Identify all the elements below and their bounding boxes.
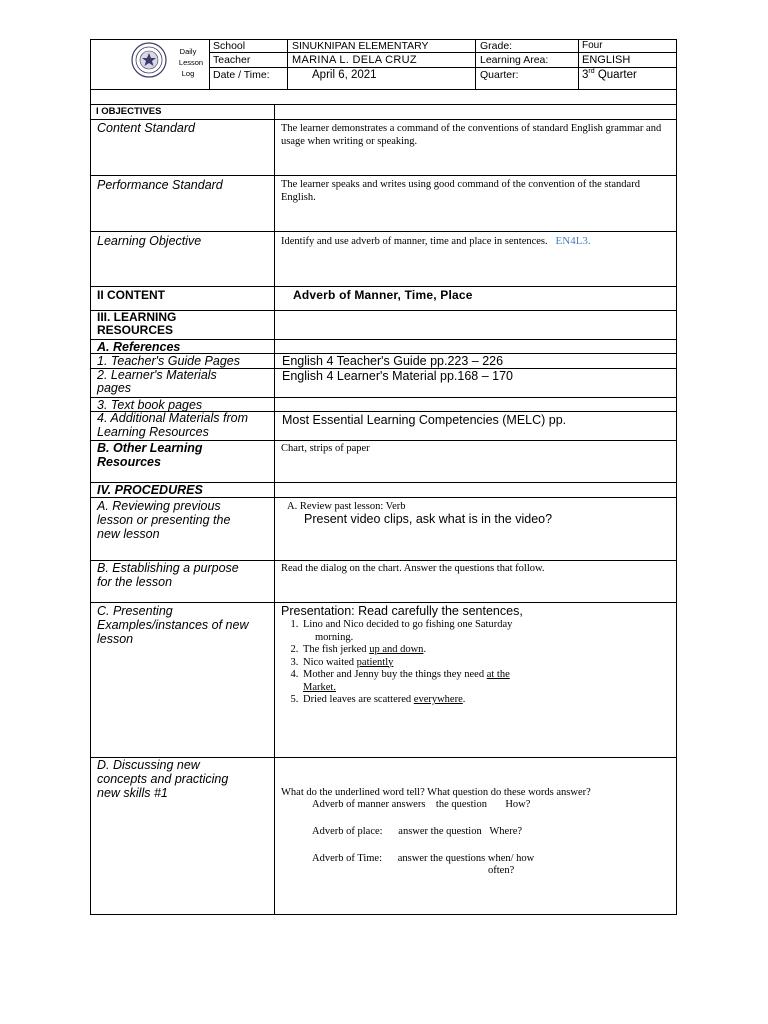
- performance-standard-label: Performance Standard: [97, 178, 223, 192]
- header-row-line: [209, 52, 677, 53]
- teacher-label: Teacher: [213, 54, 251, 66]
- performance-standard-text: The learner speaks and writes using good command of the convention of the standard English.: [281, 179, 640, 203]
- procedure-c-label-line: Examples/instances of new: [97, 618, 249, 632]
- procedure-b-label: [97, 561, 239, 589]
- teachers-guide-value: English 4 Teacher's Guide pp.223 – 226: [282, 354, 504, 368]
- deped-seal-icon: [131, 42, 167, 78]
- learners-materials-label: [97, 369, 217, 395]
- adverb-of-time-note-continuation: often?: [488, 865, 515, 876]
- procedure-c-label-line: lesson: [97, 632, 134, 646]
- procedure-a-label: [97, 499, 230, 541]
- procedures-heading: IV. PROCEDURES: [97, 483, 203, 497]
- procedure-a-label-line: lesson or presenting the: [97, 513, 231, 527]
- teacher-value: MARINA L. DELA CRUZ: [292, 54, 417, 66]
- quarter-word: Quarter: [594, 68, 637, 81]
- row-line: [90, 175, 677, 176]
- procedure-a-label-line: A. Reviewing previous: [97, 499, 221, 513]
- example-sentence: [301, 619, 601, 644]
- underlined-adverb: patiently: [356, 656, 394, 668]
- quarter-label: Quarter:: [480, 69, 519, 81]
- sentence-text: Mother and Jenny buy the things they need: [303, 669, 487, 680]
- header-divider: [578, 39, 579, 89]
- quarter-number: 3: [582, 68, 589, 81]
- learning-objective-text: [281, 235, 673, 248]
- school-label: School: [213, 40, 246, 52]
- dll-title-line: Log: [181, 69, 195, 78]
- underlined-adverb: everywhere: [413, 694, 463, 705]
- learning-objective-label: Learning Objective: [97, 234, 202, 248]
- grade-label: Grade:: [480, 40, 513, 52]
- learners-materials-value: English 4 Learner's Material pp.168 – 170: [282, 369, 514, 383]
- sentence-text: Dried leaves are scattered: [303, 694, 414, 705]
- learning-resources-heading-line: RESOURCES: [97, 323, 174, 337]
- header-divider: [287, 39, 288, 89]
- sentence-text: Nico waited: [303, 656, 357, 668]
- procedure-c-label-line: C. Presenting: [97, 604, 173, 618]
- sentence-text: The fish jerked: [303, 644, 370, 655]
- dll-title: [170, 46, 206, 79]
- content-heading: II CONTENT: [97, 288, 165, 302]
- other-resources-value: Chart, strips of paper: [281, 443, 370, 454]
- adverb-of-place-note: Adverb of place: answer the question Where?: [312, 826, 523, 837]
- procedure-d-label-line: D. Discussing new: [97, 758, 200, 772]
- header-divider: [209, 39, 210, 89]
- row-line: [90, 286, 677, 287]
- row-line: [90, 231, 677, 232]
- example-sentence: [301, 669, 601, 694]
- sentence-continuation: morning.: [315, 631, 354, 643]
- other-resources-label: [97, 441, 203, 469]
- procedure-b-label-line: for the lesson: [97, 575, 173, 589]
- procedure-a-review: A. Review past lesson: Verb: [287, 501, 406, 512]
- procedure-a-label-line: new lesson: [97, 527, 160, 541]
- date-label: Date / Time:: [213, 69, 270, 81]
- grade-value: Four: [582, 40, 603, 51]
- quarter-suffix: rd: [588, 68, 595, 75]
- adverb-of-time-note: Adverb of Time: answer the questions when/ how: [312, 853, 535, 864]
- procedure-b-label-line: B. Establishing a purpose: [97, 561, 239, 575]
- additional-materials-label: [97, 412, 248, 439]
- row-line: [90, 310, 677, 311]
- underlined-adverb-continuation: Market.: [303, 681, 336, 693]
- content-standard-label: Content Standard: [97, 121, 195, 135]
- row-line: [90, 497, 677, 498]
- date-value: April 6, 2021: [312, 69, 377, 81]
- procedure-d-label-line: concepts and practicing: [97, 772, 229, 786]
- content-standard-text: The learner demonstrates a command of the conventions of standard English grammar and usage when writing or speaking.: [281, 123, 662, 147]
- header-divider: [475, 39, 476, 89]
- objectives-heading: I OBJECTIVES: [96, 106, 162, 117]
- header-bottom-line: [90, 89, 677, 90]
- procedure-d-label: [97, 758, 228, 800]
- learners-materials-label-line: pages: [97, 381, 132, 395]
- dll-title-line: Daily: [179, 47, 197, 56]
- underlined-adverb: up and down: [369, 644, 424, 655]
- teachers-guide-label: 1. Teacher's Guide Pages: [97, 354, 240, 368]
- example-sentence: [301, 694, 601, 707]
- content-topic: Adverb of Manner, Time, Place: [293, 288, 473, 302]
- procedure-b-text: Read the dialog on the chart. Answer the questions that follow.: [281, 563, 545, 574]
- example-sentences-list: [277, 619, 601, 707]
- procedure-c-intro: Presentation: Read carefully the sentences,: [281, 604, 523, 618]
- column-divider: [274, 104, 275, 915]
- learning-objective-sentence: Identify and use adverb of manner, time and place in sentences.: [281, 236, 548, 247]
- row-line: [90, 119, 677, 120]
- row-line: [90, 104, 677, 105]
- procedure-c-label: [97, 604, 248, 646]
- learning-resources-heading: [97, 311, 176, 337]
- other-resources-label-line: B. Other Learning: [97, 441, 203, 455]
- sentence-end: .: [462, 694, 466, 705]
- school-value: SINUKNIPAN ELEMENTARY: [292, 40, 429, 52]
- learning-resources-heading-line: III. LEARNING: [97, 310, 177, 324]
- adverb-of-manner-note: Adverb of manner answers the question How?: [312, 799, 531, 810]
- competency-code: EN4L3.: [555, 235, 591, 247]
- row-line: [90, 602, 677, 603]
- dll-title-line: Lesson: [178, 58, 204, 67]
- additional-materials-label-line: Learning Resources: [97, 424, 209, 439]
- additional-materials-label-line: 4. Additional Materials from: [97, 411, 248, 425]
- example-sentence: [301, 644, 601, 657]
- procedure-a-video: Present video clips, ask what is in the video?: [304, 512, 553, 526]
- learning-area-label: Learning Area:: [480, 54, 549, 66]
- sentence-text: Lino and Nico decided to go fishing one Saturday: [303, 619, 513, 630]
- underlined-adverb: at the: [486, 669, 510, 680]
- textbook-pages-label: 3. Text book pages: [97, 398, 203, 412]
- learners-materials-label-line: 2. Learner's Materials: [97, 368, 217, 382]
- quarter-value: [582, 68, 637, 81]
- additional-materials-value: Most Essential Learning Competencies (MELC) pp.: [282, 413, 567, 427]
- procedure-d-label-line: new skills #1: [97, 786, 168, 800]
- example-sentence: [301, 657, 601, 670]
- references-heading: A. References: [97, 340, 181, 354]
- procedure-d-question: What do the underlined word tell? What question do these words answer?: [281, 787, 591, 798]
- learning-area-value: ENGLISH: [582, 54, 631, 66]
- other-resources-label-line: Resources: [97, 455, 161, 469]
- sentence-end: .: [423, 644, 427, 655]
